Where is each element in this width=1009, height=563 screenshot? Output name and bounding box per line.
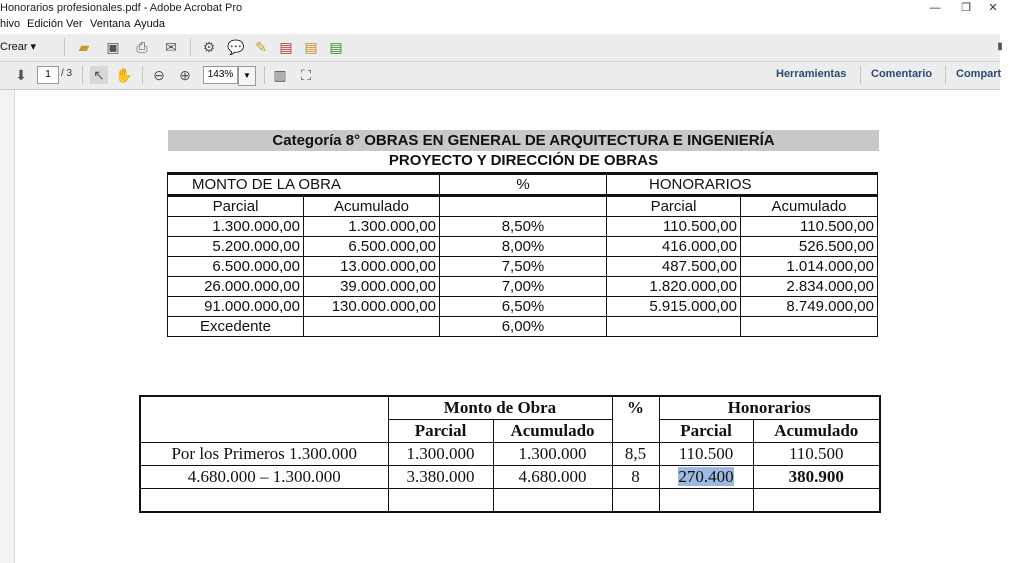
window-title: Honorarios profesionales.pdf - Adobe Acrobat Pro	[0, 2, 243, 14]
table-cell: 13.000.000,00	[304, 257, 440, 277]
table-cell: 39.000.000,00	[304, 277, 440, 297]
table-cell: 5.915.000,00	[607, 297, 741, 317]
table-cell: 1.300.000	[388, 443, 493, 466]
hand-tool-icon[interactable]: ✋	[115, 67, 133, 83]
separator	[264, 66, 265, 84]
header-percent: %	[612, 396, 659, 443]
table-cell: 7,00%	[440, 277, 607, 297]
print-icon[interactable]: ⎙	[136, 39, 148, 55]
fees-table	[167, 172, 878, 337]
table-cell: 416.000,00	[607, 237, 741, 257]
menu-ayuda[interactable]: Ayuda	[134, 18, 165, 30]
table-cell: 526.500,00	[741, 237, 878, 257]
table-cell: 4.680.000 – 1.300.000	[140, 466, 388, 489]
table-cell: 6,00%	[440, 317, 607, 337]
table-cell	[140, 396, 388, 443]
table-cell: 8,50%	[440, 217, 607, 237]
table-cell: Por los Primeros 1.300.000	[140, 443, 388, 466]
subheader-cell: Acumulado	[304, 196, 440, 217]
table-cell: 8.749.000,00	[741, 297, 878, 317]
table-cell: 1.014.000,00	[741, 257, 878, 277]
menu-edicion[interactable]: Edición	[27, 18, 64, 30]
table-cell: 130.000.000,00	[304, 297, 440, 317]
header-honorarios: HONORARIOS	[607, 174, 878, 196]
zoom-level-input[interactable]	[203, 66, 238, 84]
table-row	[168, 317, 878, 337]
header-monto: MONTO DE LA OBRA	[168, 174, 440, 196]
next-page-icon[interactable]: ⬇	[15, 67, 27, 83]
table-row	[140, 443, 880, 466]
panel-toggle-icon[interactable]: ▮	[997, 41, 1003, 52]
separator	[860, 66, 861, 84]
open-folder-icon[interactable]: ▰	[78, 39, 90, 55]
subheader-cell: Parcial	[388, 420, 493, 443]
table-cell: 1.300.000	[493, 443, 612, 466]
herramientas-link[interactable]: Herramientas	[776, 68, 847, 80]
table-header-row	[140, 396, 880, 420]
table-cell: 8	[612, 466, 659, 489]
title-bar	[0, 0, 1000, 17]
comentario-link[interactable]: Comentario	[871, 68, 933, 80]
export-icon[interactable]: ▤	[304, 39, 318, 55]
subheader-cell: Acumulado	[493, 420, 612, 443]
table1-title: Categoría 8° OBRAS EN GENERAL DE ARQUITECTURA E INGENIERÍA	[168, 130, 879, 151]
table-cell	[607, 317, 741, 337]
table-row	[168, 237, 878, 257]
table-cell: 6.500.000,00	[168, 257, 304, 277]
subheader-cell: Parcial	[659, 420, 753, 443]
table-cell: 487.500,00	[607, 257, 741, 277]
navigation-pane[interactable]	[0, 90, 15, 563]
separator	[142, 66, 143, 84]
table-cell: 8,5	[612, 443, 659, 466]
table-cell: 1.300.000,00	[168, 217, 304, 237]
pdf-icon[interactable]: ▤	[279, 39, 293, 55]
table-cell: 110.500	[659, 443, 753, 466]
table-cell: Excedente	[168, 317, 304, 337]
header-percent: %	[440, 174, 607, 196]
table-cell: 5.200.000,00	[168, 237, 304, 257]
table-cell	[493, 489, 612, 513]
document-view[interactable]	[15, 90, 1000, 563]
share-icon[interactable]: ▤	[329, 39, 343, 55]
full-screen-icon[interactable]: ⛶	[301, 67, 311, 83]
zoom-dropdown-icon[interactable]: ▼	[238, 66, 256, 86]
menu-ver[interactable]: Ver	[66, 18, 83, 30]
zoom-in-icon[interactable]: ⊕	[179, 67, 191, 83]
menu-bar	[0, 17, 1000, 33]
table-cell: 380.900	[753, 466, 880, 489]
subheader-cell: Acumulado	[753, 420, 880, 443]
table-cell: 3.380.000	[388, 466, 493, 489]
selected-text[interactable]: 270.400	[678, 467, 734, 486]
table-cell: 7,50%	[440, 257, 607, 277]
table-cell: 110.500,00	[741, 217, 878, 237]
maximize-button[interactable]: ❐	[961, 2, 971, 14]
sticky-note-icon[interactable]: ✎	[255, 39, 267, 55]
comment-icon[interactable]: 💬	[227, 39, 245, 55]
table-cell	[388, 489, 493, 513]
table-cell: 6,50%	[440, 297, 607, 317]
separator	[82, 66, 83, 84]
compartir-link[interactable]: Compart	[956, 68, 1002, 80]
header-monto-obra: Monto de Obra	[388, 396, 612, 420]
table-cell	[741, 317, 878, 337]
zoom-out-icon[interactable]: ⊖	[153, 67, 165, 83]
table-row-empty	[140, 489, 880, 513]
fit-page-icon[interactable]: ▥	[273, 67, 287, 83]
minimize-button[interactable]: —	[929, 2, 941, 14]
table-row	[168, 257, 878, 277]
navigation-toolbar	[0, 62, 1000, 90]
table-cell	[140, 489, 388, 513]
separator	[190, 38, 191, 56]
save-icon[interactable]: ▣	[106, 39, 120, 55]
close-button[interactable]: ✕	[988, 2, 998, 14]
table-cell	[753, 489, 880, 513]
menu-ventana[interactable]: Ventana	[90, 18, 131, 30]
table-cell: 2.834.000,00	[741, 277, 878, 297]
table-subheader-row	[168, 196, 878, 217]
subheader-cell: Parcial	[168, 196, 304, 217]
table-cell	[612, 489, 659, 513]
table-cell	[304, 317, 440, 337]
calculation-table	[139, 395, 881, 513]
gear-icon[interactable]: ⚙	[202, 39, 216, 55]
table-cell: 110.500,00	[607, 217, 741, 237]
crear-button[interactable]: Crear ▾	[0, 41, 37, 53]
header-honorarios: Honorarios	[659, 396, 880, 420]
table-row	[140, 466, 880, 489]
main-toolbar	[0, 34, 1003, 62]
table-cell: 4.680.000	[493, 466, 612, 489]
subheader-cell	[440, 196, 607, 217]
table-cell: 91.000.000,00	[168, 297, 304, 317]
table-cell: 1.820.000,00	[607, 277, 741, 297]
table-header-row	[168, 174, 878, 196]
table-cell: 110.500	[753, 443, 880, 466]
table-cell: 8,00%	[440, 237, 607, 257]
table-cell: 26.000.000,00	[168, 277, 304, 297]
table1-subtitle: PROYECTO Y DIRECCIÓN DE OBRAS	[388, 152, 659, 169]
separator	[64, 38, 65, 56]
table-cell-selected[interactable]	[659, 466, 753, 489]
table-row	[168, 217, 878, 237]
table-row	[168, 277, 878, 297]
menu-archivo[interactable]: hivo	[0, 18, 21, 30]
table-cell: 6.500.000,00	[304, 237, 440, 257]
table-row	[168, 297, 878, 317]
table-cell	[659, 489, 753, 513]
subheader-cell: Acumulado	[741, 196, 878, 217]
page-number-input[interactable]	[37, 66, 59, 84]
subheader-cell: Parcial	[607, 196, 741, 217]
select-arrow-icon[interactable]: ↖	[90, 66, 108, 84]
table-cell: 1.300.000,00	[304, 217, 440, 237]
page-total: / 3	[61, 68, 73, 79]
email-icon[interactable]: ✉	[165, 39, 177, 55]
separator	[945, 66, 946, 84]
